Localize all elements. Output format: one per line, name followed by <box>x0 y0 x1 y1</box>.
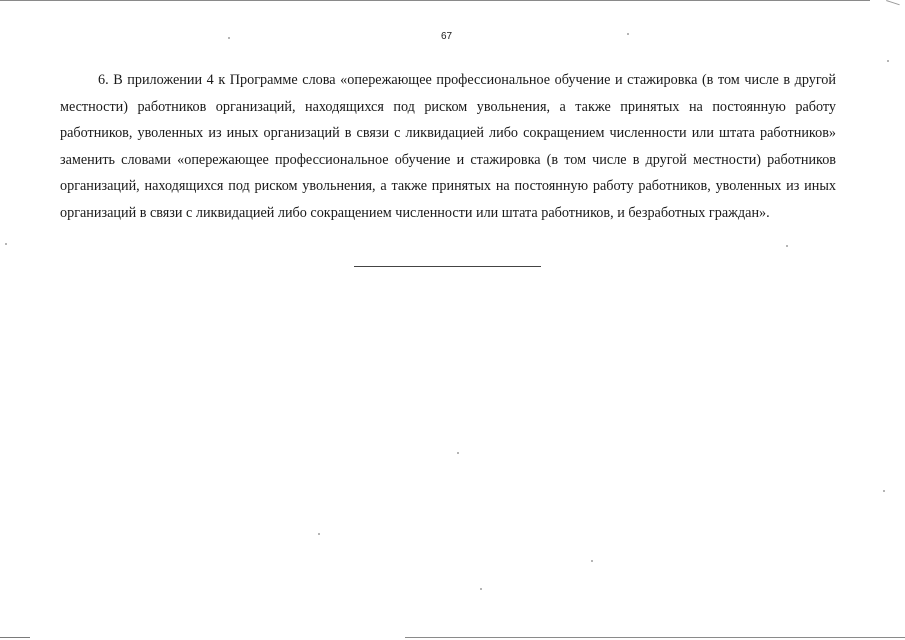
scan-edge-top <box>0 0 870 1</box>
scan-speck <box>318 533 320 535</box>
scan-speck <box>457 452 459 454</box>
scan-speck <box>627 33 629 35</box>
scan-speck <box>480 588 482 590</box>
amendment-paragraph: 6. В приложении 4 к Программе слова «опережающее профессиональное обучение и стажировка (в том числе в другой местности) работников организаций, находящихся под риском увольнения, а также принятых на постоянную работу работников, уволенных из иных организаций в связи с ликвидацией либо сокращением численности или штата работников» заменить словами «опережающее профессиональное обучение и стажировка (в том числе в другой местности) работников организаций, находящихся под риском увольнения, а также принятых на постоянную работу работников, уволенных из иных организаций в связи с ликвидацией либо сокращением численности или штата работников, и безработных граждан». <box>60 72 836 221</box>
scan-mark-corner <box>884 0 899 11</box>
page-number: 67 <box>440 31 453 42</box>
scan-speck <box>887 60 889 62</box>
scan-speck <box>786 245 788 247</box>
scan-speck <box>883 490 885 492</box>
scan-speck <box>591 560 593 562</box>
scan-speck <box>5 243 7 245</box>
end-divider <box>354 266 541 267</box>
scan-speck <box>228 37 230 39</box>
scan-edge-bottom-left <box>0 637 30 638</box>
scan-edge-bottom-right <box>405 637 905 638</box>
